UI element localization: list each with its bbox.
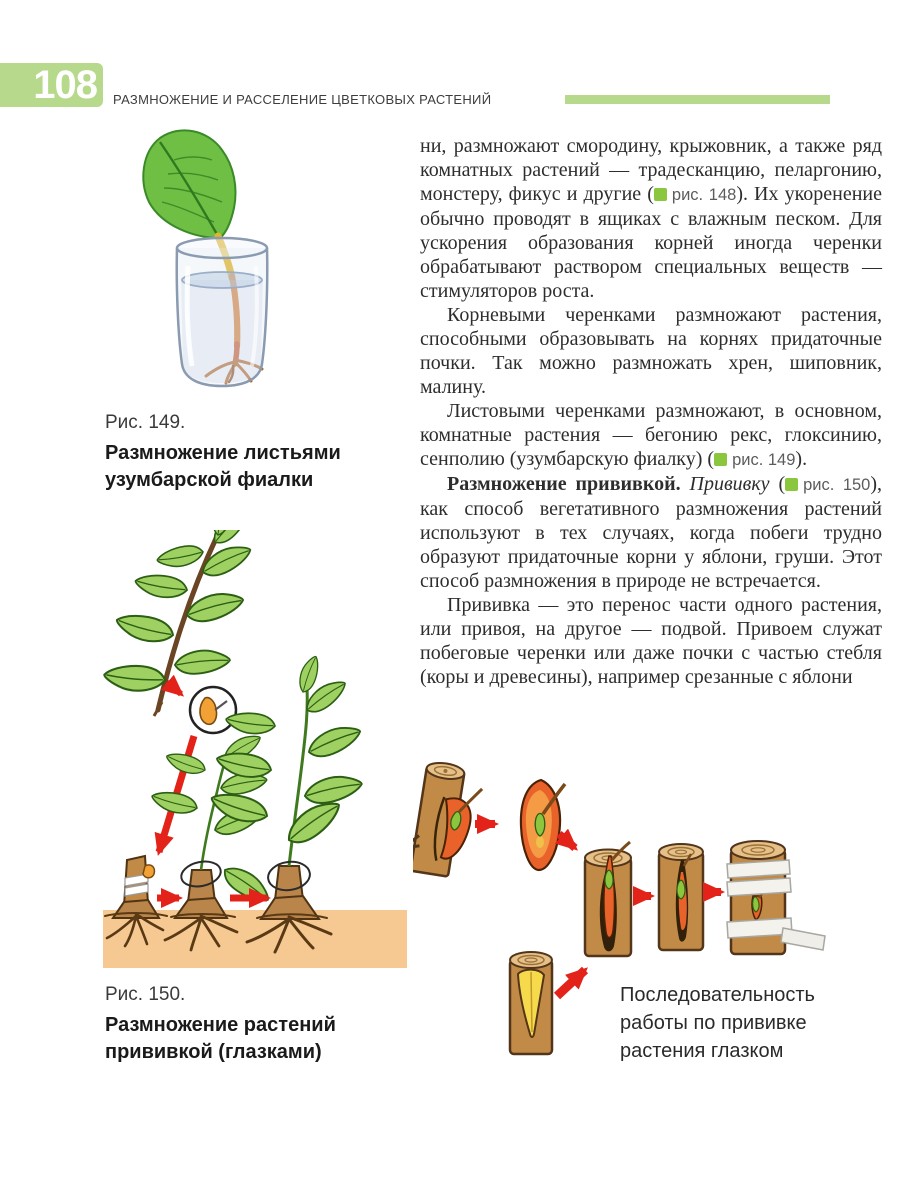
rootstock-bandaged (727, 841, 825, 954)
body-text: ), как способ вегетативного размножения растений используют в тех случаях, когда побеги трудно образуют придаточные корни у яблони, груши. Этот способ размножения в природе не встречается. (420, 473, 883, 592)
figure-ref (785, 473, 870, 495)
fig149-leaf-in-glass-illustration (130, 126, 300, 396)
fig150-label: Рис. 150. (105, 984, 186, 1005)
fig149-caption (105, 412, 425, 494)
fig150-caption-line: прививкой (глазками) (105, 1041, 322, 1063)
header-accent-bar (565, 95, 830, 104)
fig149-caption-line: узумбарской фиалки (105, 469, 314, 491)
fig150-caption-line: Размножение растений (105, 1014, 336, 1036)
red-arrow-icon (559, 834, 575, 848)
chapter-header-title: РАЗМНОЖЕНИЕ И РАССЕЛЕНИЕ ЦВЕТКОВЫХ РАСТЕНИЙ (113, 92, 492, 107)
body-text: ). (795, 448, 808, 470)
sequence-caption (620, 981, 880, 1065)
violet-leaf (143, 130, 235, 238)
bud-shield-cut-from-branch (413, 759, 485, 880)
figure-ref (714, 448, 795, 470)
fig149-caption-line: Размножение листьями (105, 442, 341, 464)
figure-ref (654, 183, 736, 205)
sequence-caption-line: Последовательность (620, 984, 815, 1006)
rootstock-t-cut (510, 952, 552, 1054)
glass (177, 238, 268, 386)
body-text: Корневыми черенками размножают растения, способными образовывать на корнях придаточные почки. Так можно размножать хрен, шиповник, малину. (420, 304, 882, 398)
rootstock-with-bud-inserted (585, 842, 631, 956)
paragraph-root-cuttings (420, 303, 882, 399)
body-text: ( (778, 473, 786, 495)
figure-ref-text: рис. 148 (671, 186, 737, 204)
donor-branch (103, 530, 254, 716)
body-text: Прививка — это перенос части одного растения, или привоя, на другое — подвой. Привоем служат побеговые черенки или даже почки с частью стебля (коры и древесины), например срезанные с яблони (420, 594, 882, 688)
page-number: 108 (33, 63, 97, 107)
page-number-badge (0, 63, 103, 107)
body-text: Листовыми черенками размножают, в основном, комнатные растения — бегонию рекс, глоксинию, сенполию (узумбарскую фиалку) ( (420, 400, 882, 470)
fig150-caption (105, 984, 425, 1066)
bud-eye-circle (190, 687, 236, 733)
figure-ref-text: рис. 149 (732, 451, 796, 469)
sequence-caption-line: работы по прививке (620, 1012, 807, 1034)
fig150-grafting-illustration (75, 530, 407, 972)
figure-ref-square-icon (785, 478, 798, 491)
body-text: ни, размножают смородину, крыжовник, а также ряд комнатных растений — традесканцию, пеларгонию, монстеру, фикус и другие ( (420, 135, 882, 205)
paragraph-graft-definition (420, 593, 882, 689)
bud-shield (521, 780, 565, 870)
rootstock-bud-seated (659, 844, 703, 950)
figure-ref-square-icon (654, 188, 667, 201)
sequence-caption-line: растения глазком (620, 1040, 784, 1062)
fig149-label: Рис. 149. (105, 412, 186, 433)
red-arrow-icon (167, 682, 181, 694)
body-text: ). Их укоренение обычно проводят в ящиках с влажным песком. Для ускорения образования корней иногда черенки обрабатывают раствором специальных веществ — стимуляторов роста. (420, 183, 883, 302)
figure-ref-text: рис. 150 (803, 476, 871, 494)
paragraph-cuttings (420, 134, 882, 303)
term-italic: Прививку (689, 473, 770, 495)
paragraph-leaf-cuttings (420, 399, 882, 472)
body-text-column (420, 134, 882, 689)
figure-ref-square-icon (714, 453, 727, 466)
paragraph-grafting (420, 472, 882, 593)
red-arrow-icon (557, 970, 585, 996)
section-lead: Размножение прививкой. (447, 473, 681, 495)
